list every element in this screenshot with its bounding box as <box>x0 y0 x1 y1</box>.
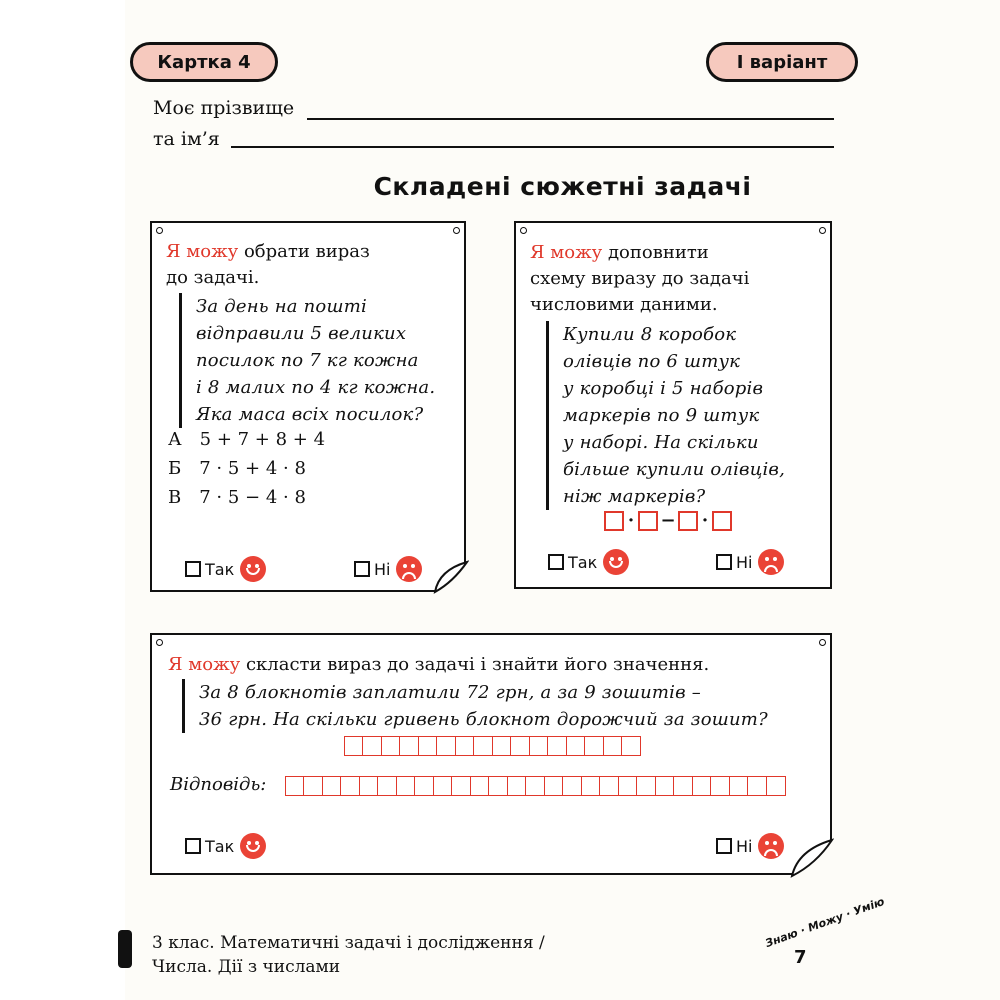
problem-line: Купили 8 коробок <box>563 324 737 345</box>
pin-icon <box>453 227 460 234</box>
problem-line: За день на пошті <box>196 296 367 317</box>
grid-cell[interactable] <box>584 736 604 756</box>
problem-line: і 8 малих по 4 кг кожна. <box>196 377 436 398</box>
task3-lead: скласти вираз до задачі і знайти його значення. <box>240 654 710 675</box>
answer-option-b[interactable] <box>168 458 306 479</box>
grid-cell[interactable] <box>473 736 493 756</box>
grid-cell[interactable] <box>566 736 586 756</box>
grid-cell[interactable] <box>433 776 453 796</box>
option-expression: 7 · 5 − 4 · 8 <box>199 487 306 508</box>
expression-scheme <box>604 510 732 531</box>
page-edge-mark <box>118 930 132 968</box>
grid-cell[interactable] <box>710 776 730 796</box>
problem-line: більше купили олівців, <box>563 459 786 480</box>
grid-cell[interactable] <box>525 776 545 796</box>
pin-icon <box>156 227 163 234</box>
sad-smiley-icon <box>758 549 784 575</box>
problem-line: олівців по 6 штук <box>563 351 741 372</box>
grid-cell[interactable] <box>544 776 564 796</box>
happy-smiley-icon <box>240 556 266 582</box>
problem-line: 36 грн. На скільки гривень блокнот дорожчий за зошит? <box>199 709 768 730</box>
no-label: Ні <box>736 552 753 572</box>
checkbox-icon <box>354 561 370 577</box>
problem-line: у наборі. На скільки <box>563 432 759 453</box>
task-card-3 <box>150 633 832 875</box>
task-card-1 <box>150 221 466 592</box>
number-input-box[interactable] <box>712 511 732 531</box>
grid-cell[interactable] <box>436 736 456 756</box>
grid-cell[interactable] <box>470 776 490 796</box>
grid-cell[interactable] <box>344 736 364 756</box>
variant-label: І варіант <box>736 51 828 73</box>
page-number: 7 <box>794 947 807 968</box>
grid-cell[interactable] <box>603 736 623 756</box>
grid-cell[interactable] <box>359 776 379 796</box>
brand-text: Знаю · Можу · Умію <box>763 894 887 951</box>
grid-cell[interactable] <box>581 776 601 796</box>
grid-cell[interactable] <box>747 776 767 796</box>
grid-cell[interactable] <box>562 776 582 796</box>
task2-lead: доповнити <box>602 242 709 263</box>
grid-cell[interactable] <box>673 776 693 796</box>
checkbox-icon <box>548 554 564 570</box>
pin-icon <box>819 639 826 646</box>
grid-cell[interactable] <box>303 776 323 796</box>
task1-problem-text <box>179 293 459 428</box>
yes-checkbox[interactable] <box>185 556 266 582</box>
grid-cell[interactable] <box>418 736 438 756</box>
expression-answer-grid[interactable] <box>345 736 641 756</box>
i-can-label: Я можу <box>168 654 241 675</box>
problem-line: За 8 блокнотів заплатили 72 грн, а за 9 зошитів – <box>199 682 701 703</box>
page-curl-icon <box>790 838 834 878</box>
number-input-box[interactable] <box>604 511 624 531</box>
grid-cell[interactable] <box>636 776 656 796</box>
task-card-2 <box>514 221 832 589</box>
page-curl-icon <box>433 560 469 594</box>
happy-smiley-icon <box>240 833 266 859</box>
grid-cell[interactable] <box>492 736 512 756</box>
footer-line: 3 клас. Математичні задачі і дослідження / <box>152 933 545 953</box>
i-can-label: Я можу <box>530 242 603 263</box>
option-letter: Б <box>168 458 182 479</box>
sad-smiley-icon <box>758 833 784 859</box>
happy-smiley-icon <box>603 549 629 575</box>
yes-label: Так <box>568 552 598 572</box>
number-input-box[interactable] <box>678 511 698 531</box>
pin-icon <box>520 227 527 234</box>
task1-lead-line2: до задачі. <box>166 267 260 288</box>
grid-cell[interactable] <box>322 776 342 796</box>
grid-cell[interactable] <box>451 776 471 796</box>
grid-cell[interactable] <box>362 736 382 756</box>
card-number-badge <box>130 42 278 82</box>
problem-line: Яка маса всіх посилок? <box>196 404 424 425</box>
grid-cell[interactable] <box>340 776 360 796</box>
task2-lead-line2: схему виразу до задачі <box>530 268 750 289</box>
task2-lead-line3: числовими даними. <box>530 294 718 315</box>
problem-line: відправили 5 великих <box>196 323 407 344</box>
pin-icon <box>819 227 826 234</box>
answer-option-c[interactable] <box>168 487 306 508</box>
i-can-label: Я можу <box>166 241 239 262</box>
number-input-box[interactable] <box>638 511 658 531</box>
grid-cell[interactable] <box>547 736 567 756</box>
problem-line: маркерів по 9 штук <box>563 405 760 426</box>
no-checkbox[interactable] <box>716 833 784 859</box>
grid-cell[interactable] <box>377 776 397 796</box>
sad-smiley-icon <box>396 556 422 582</box>
variant-badge <box>706 42 858 82</box>
no-label: Ні <box>374 559 391 579</box>
footer-text <box>152 931 545 979</box>
name-input-line[interactable] <box>231 146 834 148</box>
problem-line: у коробці і 5 наборів <box>563 378 764 399</box>
surname-input-line[interactable] <box>307 118 834 120</box>
answer-option-a[interactable] <box>168 429 325 450</box>
grid-cell[interactable] <box>396 776 416 796</box>
grid-cell[interactable] <box>621 736 641 756</box>
option-expression: 7 · 5 + 4 · 8 <box>199 458 306 479</box>
task1-lead: обрати вираз <box>238 241 370 262</box>
task2-problem-text <box>546 321 826 510</box>
answer-input-grid[interactable] <box>286 776 786 796</box>
grid-cell[interactable] <box>507 776 527 796</box>
grid-cell[interactable] <box>766 776 786 796</box>
grid-cell[interactable] <box>510 736 530 756</box>
grid-cell[interactable] <box>618 776 638 796</box>
grid-cell[interactable] <box>414 776 434 796</box>
grid-cell[interactable] <box>729 776 749 796</box>
task3-problem-text <box>182 679 822 733</box>
grid-cell[interactable] <box>488 776 508 796</box>
checkbox-icon <box>716 838 732 854</box>
grid-cell[interactable] <box>655 776 675 796</box>
grid-cell[interactable] <box>455 736 475 756</box>
grid-cell[interactable] <box>285 776 305 796</box>
pin-icon <box>156 639 163 646</box>
checkbox-icon <box>185 838 201 854</box>
grid-cell[interactable] <box>529 736 549 756</box>
no-checkbox[interactable] <box>716 549 784 575</box>
name-label: та ім’я <box>153 128 220 150</box>
operator-sign: − <box>660 510 676 531</box>
yes-label: Так <box>205 836 235 856</box>
answer-label: Відповідь: <box>170 774 267 795</box>
grid-cell[interactable] <box>692 776 712 796</box>
problem-line: посилок по 7 кг кожна <box>196 350 419 371</box>
grid-cell[interactable] <box>381 736 401 756</box>
no-label: Ні <box>736 836 753 856</box>
grid-cell[interactable] <box>599 776 619 796</box>
grid-cell[interactable] <box>399 736 419 756</box>
card-number-label: Картка 4 <box>157 51 251 73</box>
problem-line: ніж маркерів? <box>563 486 706 507</box>
yes-checkbox[interactable] <box>185 833 266 859</box>
checkbox-icon <box>185 561 201 577</box>
page-title: Складені сюжетні задачі <box>373 172 752 201</box>
operator-sign: · <box>701 510 709 531</box>
option-letter: А <box>168 429 182 450</box>
operator-sign: · <box>627 510 635 531</box>
checkbox-icon <box>716 554 732 570</box>
no-checkbox[interactable] <box>354 556 422 582</box>
yes-checkbox[interactable] <box>548 549 629 575</box>
footer-line: Числа. Дії з числами <box>152 957 341 977</box>
surname-label: Моє прізвище <box>153 97 295 119</box>
option-letter: В <box>168 487 182 508</box>
option-expression: 5 + 7 + 8 + 4 <box>199 429 326 450</box>
yes-label: Так <box>205 559 235 579</box>
